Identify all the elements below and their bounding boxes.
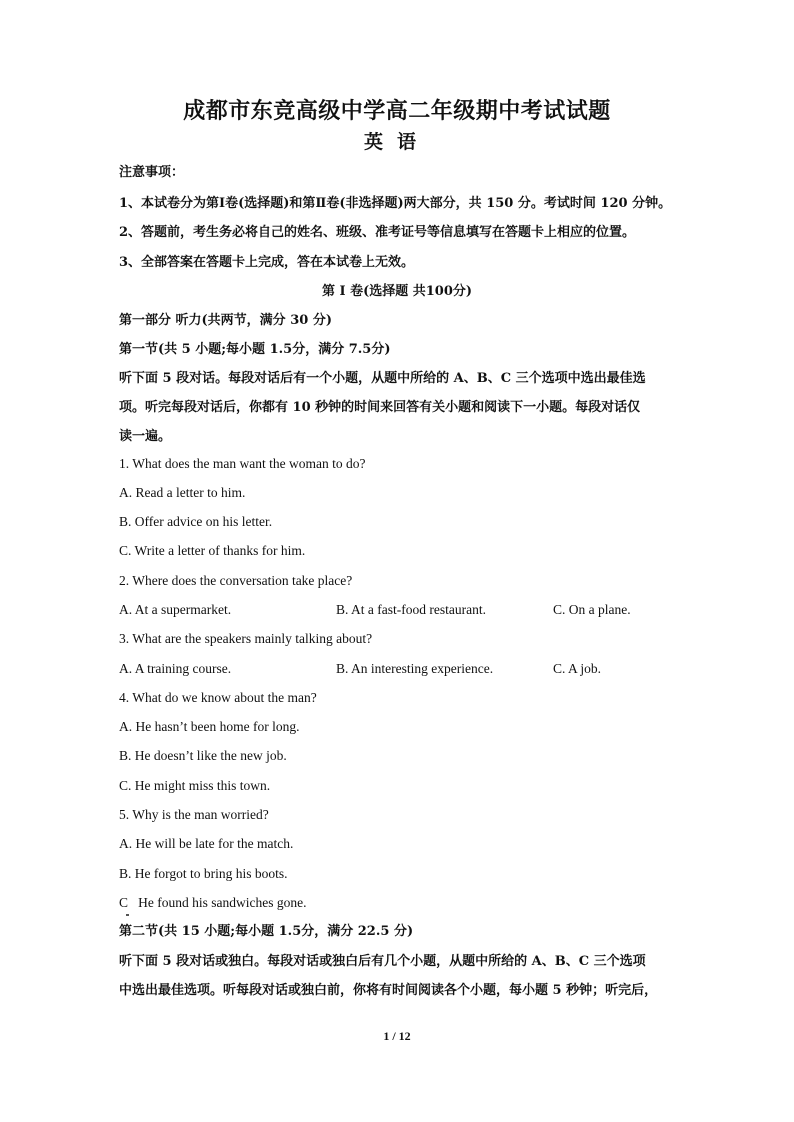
question-5: 5. Why is the man worried? (119, 807, 269, 822)
section2-instructions-line-1: 听下面 5 段对话或独白。每段对话或独白后有几个小题，从题中所给的 A、B、C 三个选项 (119, 954, 646, 969)
part1-heading: 第一部分 听力(共两节，满分 30 分) (119, 313, 332, 328)
question-4-option-b: B. He doesn’t like the new job. (119, 748, 287, 763)
question-1-option-b: B. Offer advice on his letter. (119, 514, 273, 529)
question-2-options (119, 600, 679, 620)
section2-heading: 第二节(共 15 小题;每小题 1.5分，满分 22.5 分) (119, 924, 414, 939)
question-2-option-a: A. At a supermarket. (119, 602, 232, 617)
question-5-option-b: B. He forgot to bring his boots. (119, 866, 288, 881)
question-5-option-c: C He found his sandwiches gone. (119, 895, 307, 910)
question-3-options (119, 659, 679, 679)
question-4-option-c: C. He might miss this town. (119, 778, 271, 793)
notice-item-3: 3、全部答案在答题卡上完成，答在本试卷上无效。 (119, 255, 415, 270)
section2-instructions-line-2: 中选出最佳选项。听每段对话或独白前，你将有时间阅读各个小题，每小题 5 秒钟；听完后， (119, 983, 658, 998)
question-3-option-b: B. An interesting experience. (336, 661, 494, 676)
question-3-option-a: A. A training course. (119, 661, 232, 676)
exam-title: 成都市东竞高级中学高二年级期中考试试题 (183, 98, 611, 124)
question-2-option-b: B. At a fast-food restaurant. (336, 602, 486, 617)
notice-heading: 注意事项： (119, 165, 185, 180)
question-5-option-a: A. He will be late for the match. (119, 836, 294, 851)
page-number: 1 / 12 (383, 1029, 411, 1043)
question-1: 1. What does the man want the woman to do? (119, 456, 366, 471)
section1-heading: 第一节(共 5 小题;每小题 1.5分，满分 7.5分) (119, 342, 391, 357)
question-2: 2. Where does the conversation take place? (119, 573, 353, 588)
question-3: 3. What are the speakers mainly talking about? (119, 631, 373, 646)
question-4: 4. What do we know about the man? (119, 690, 317, 705)
section1-instructions-line-3: 读一遍。 (119, 429, 172, 444)
question-1-option-c: C. Write a letter of thanks for him. (119, 543, 306, 558)
question-3-option-c: C. A job. (553, 661, 602, 676)
section1-instructions-line-2: 项。听完每段对话后，你都有 10 秒钟的时间来回答有关小题和阅读下一小题。每段对话仅 (119, 400, 641, 415)
notice-item-2: 2、答题前，考生务必将自己的姓名、班级、准考证号等信息填写在答题卡上相应的位置。 (119, 225, 636, 240)
subject-title: 英语 (363, 131, 430, 153)
volume-heading: 第 Ⅰ 卷(选择题 共100分) (321, 284, 473, 299)
question-4-option-a: A. He hasn’t been home for long. (119, 719, 300, 734)
question-1-option-a: A. Read a letter to him. (119, 485, 246, 500)
scan-mark (126, 914, 129, 916)
section1-instructions-line-1: 听下面 5 段对话。每段对话后有一个小题，从题中所给的 A、B、C 三个选项中选出最佳选 (119, 371, 646, 386)
question-2-option-c: C. On a plane. (553, 602, 631, 617)
notice-item-1: 1、本试卷分为第Ⅰ卷(选择题)和第Ⅱ卷(非选择题)两大部分，共 150 分。考试时间 120 分钟。 (119, 196, 672, 211)
